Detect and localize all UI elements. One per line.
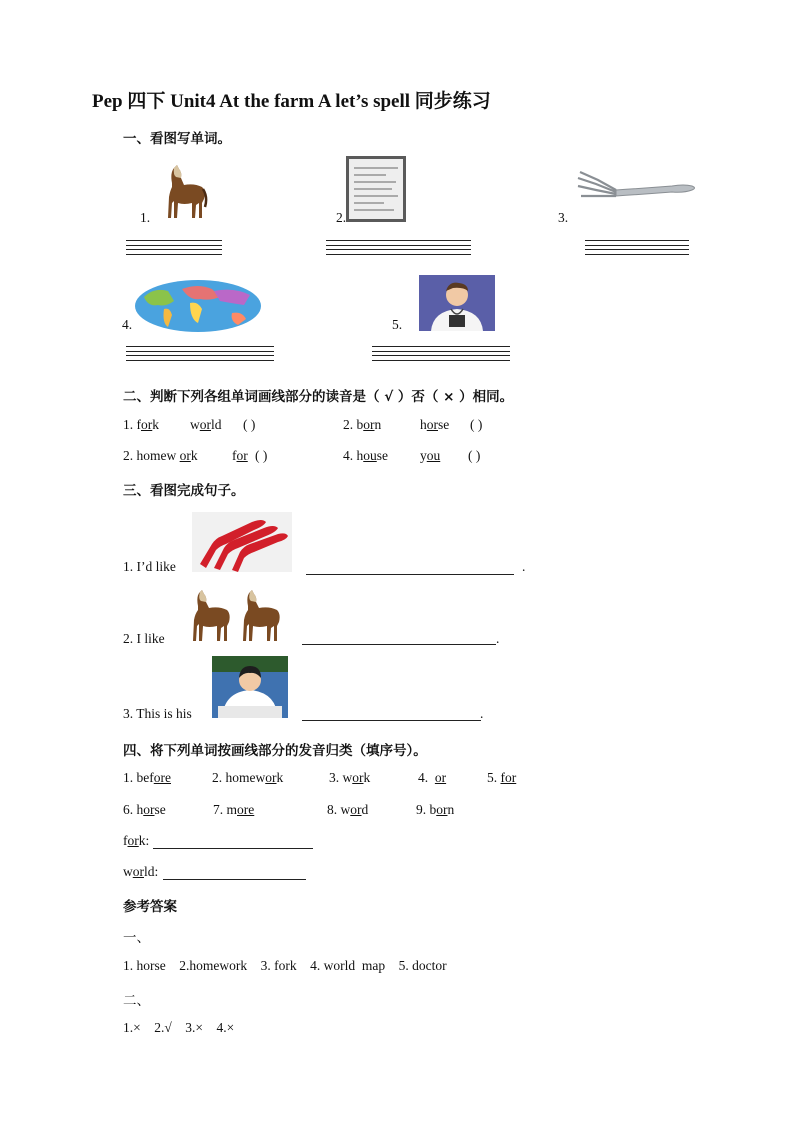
s3-end-3: . [480,706,484,721]
s2-answer-4[interactable]: ( ) [468,448,481,463]
s4-category-world: world: [123,864,159,879]
answers-part2-label: 二、 [123,993,150,1008]
doctor-icon [419,275,495,331]
s1-item5-num: 5. [392,317,403,332]
s2-row1-word2: world [190,417,222,432]
s2-row2-word4: you [420,448,441,463]
s4-word-7: 7. more [213,802,255,817]
s4-word-1: 1. before [123,770,171,785]
fork-icon [576,166,698,222]
s2-row1-word3: 2. born [343,417,382,432]
write-lines-5[interactable] [372,346,510,368]
s4-word-4: 4. or [418,770,447,785]
forks-icon [192,512,292,572]
s3-answer-line-1[interactable] [306,573,514,575]
s4-answer-line-world[interactable] [163,878,306,880]
answers-part1-label: 一、 [123,930,150,945]
section4-heading: 四、将下列单词按画线部分的发音归类（填序号）。 [123,743,427,759]
answers-part1: 1. horse 2.homework 3. fork 4. world map 5. doctor [123,958,447,973]
s4-word-8: 8. word [327,802,369,817]
write-lines-2[interactable] [326,240,471,262]
homework-icon [346,156,406,222]
section1-heading: 一、看图写单词。 [123,131,231,147]
s4-word-9: 9. born [416,802,455,817]
boy-writing-icon [212,656,288,718]
s2-row2-word1: 2. homew ork [123,448,198,463]
s4-word-5: 5. for [487,770,517,785]
s2-row2-word2: for [232,448,248,463]
s1-item1-num: 1. [140,210,151,225]
s3-prompt-1: 1. I’d like [123,559,176,574]
answers-heading: 参考答案 [123,899,177,915]
s2-answer-3[interactable]: ( ) [255,448,268,463]
s3-answer-line-2[interactable] [302,643,496,645]
s4-word-2: 2. homework [212,770,284,785]
s2-row1-word4: horse [420,417,450,432]
s1-item2-num: 2. [336,210,347,225]
write-lines-4[interactable] [126,346,274,368]
horses-icon [192,588,288,644]
s3-end-1: . [522,559,526,574]
write-lines-1[interactable] [126,240,222,262]
s2-row2-word3: 4. house [343,448,388,463]
s3-answer-line-3[interactable] [302,719,481,721]
s3-prompt-2: 2. I like [123,631,165,646]
section3-heading: 三、看图完成句子。 [123,483,245,499]
s4-word-3: 3. work [329,770,371,785]
s1-item3-num: 3. [558,210,569,225]
s4-word-6: 6. horse [123,802,166,817]
world-map-icon [134,279,262,333]
answers-part2: 1.× 2.√ 3.× 4.× [123,1020,235,1035]
s2-answer-1[interactable]: ( ) [243,417,256,432]
s3-end-2: . [496,631,500,646]
s4-answer-line-fork[interactable] [153,847,313,849]
s4-category-fork: fork: [123,833,150,848]
s2-row1-word1: 1. fork [123,417,159,432]
s2-answer-2[interactable]: ( ) [470,417,483,432]
page-title: Pep 四下 Unit4 At the farm A let’s spell 同步练习 [92,91,491,112]
write-lines-3[interactable] [585,240,689,262]
horse-icon [162,163,208,221]
s1-item4-num: 4. [122,317,133,332]
section2-heading: 二、判断下列各组单词画线部分的读音是（ √ ）否（ × ）相同。 [123,389,514,405]
s3-prompt-3: 3. This is his [123,706,192,721]
